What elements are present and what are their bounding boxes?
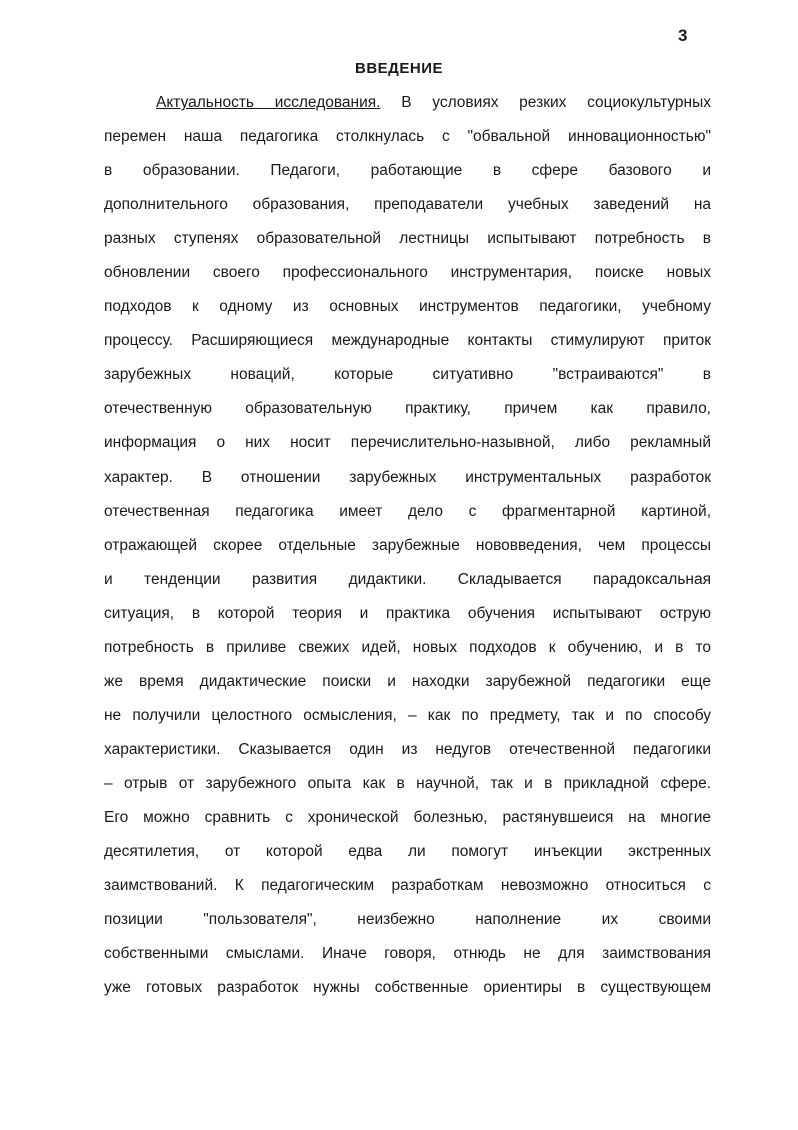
text-line: позиции "пользователя", неизбежно наполнение их своими (104, 911, 711, 929)
text-line: подходов к одному из основных инструментов педагогики, учебному (104, 298, 711, 316)
text-line: потребность в приливе свежих идей, новых подходов к обучению, и в то (104, 638, 711, 656)
body-paragraph (104, 86, 711, 1005)
text-line: процессу. Расширяющиеся международные контакты стимулируют приток (104, 332, 711, 350)
text-line: дополнительного образования, преподаватели учебных заведений на (104, 196, 711, 214)
text-line: – отрыв от зарубежного опыта как в научной, так и в прикладной сфере. (104, 774, 711, 792)
text-line: отечественную образовательную практику, причем как правило, (104, 400, 711, 418)
text-line: зарубежных новаций, которые ситуативно "встраиваются" в (104, 366, 711, 384)
text-line: не получили целостного осмысления, – как по предмету, так и по способу (104, 706, 711, 724)
text-line: уже готовых разработок нужны собственные ориентиры в существующем (104, 979, 711, 997)
text-line: собственными смыслами. Иначе говоря, отнюдь не для заимствования (104, 945, 711, 963)
text-line: в образовании. Педагоги, работающие в сфере базового и (104, 162, 711, 180)
text-line: же время дидактические поиски и находки зарубежной педагогики еще (104, 672, 711, 690)
section-lead: Актуальность исследования. (156, 94, 381, 111)
text-line: отражающей скорее отдельные зарубежные нововведения, чем процессы (104, 536, 711, 554)
text-line: обновлении своего профессионального инструментария, поиске новых (104, 264, 711, 282)
text-line: ситуация, в которой теория и практика обучения испытывают острую (104, 604, 711, 622)
text-line: информация о них носит перечислительно-назывной, либо рекламный (104, 434, 711, 452)
page-number: 3 (678, 26, 688, 45)
text-line: отечественная педагогика имеет дело с фрагментарной картиной, (104, 502, 711, 520)
text-line: Его можно сравнить с хронической болезнью, растянувшеися на многие (104, 808, 711, 826)
text-line: характеристики. Сказывается один из недугов отечественной педагогики (104, 740, 711, 758)
text-line: и тенденции развития дидактики. Складывается парадоксальная (104, 570, 711, 588)
text-line: перемен наша педагогика столкнулась с "обвальной инновационностью" (104, 128, 711, 146)
text-line: характер. В отношении зарубежных инструментальных разработок (104, 468, 711, 486)
text-line: Актуальность исследования. В условиях резких социокультурных (156, 94, 711, 111)
text-line: разных ступенях образовательной лестницы испытывают потребность в (104, 230, 711, 248)
page-heading: ВВЕДЕНИЕ (355, 60, 443, 77)
text-line: заимствований. К педагогическим разработкам невозможно относиться с (104, 877, 711, 895)
text-line: десятилетия, от которой едва ли помогут инъекции экстренных (104, 843, 711, 861)
